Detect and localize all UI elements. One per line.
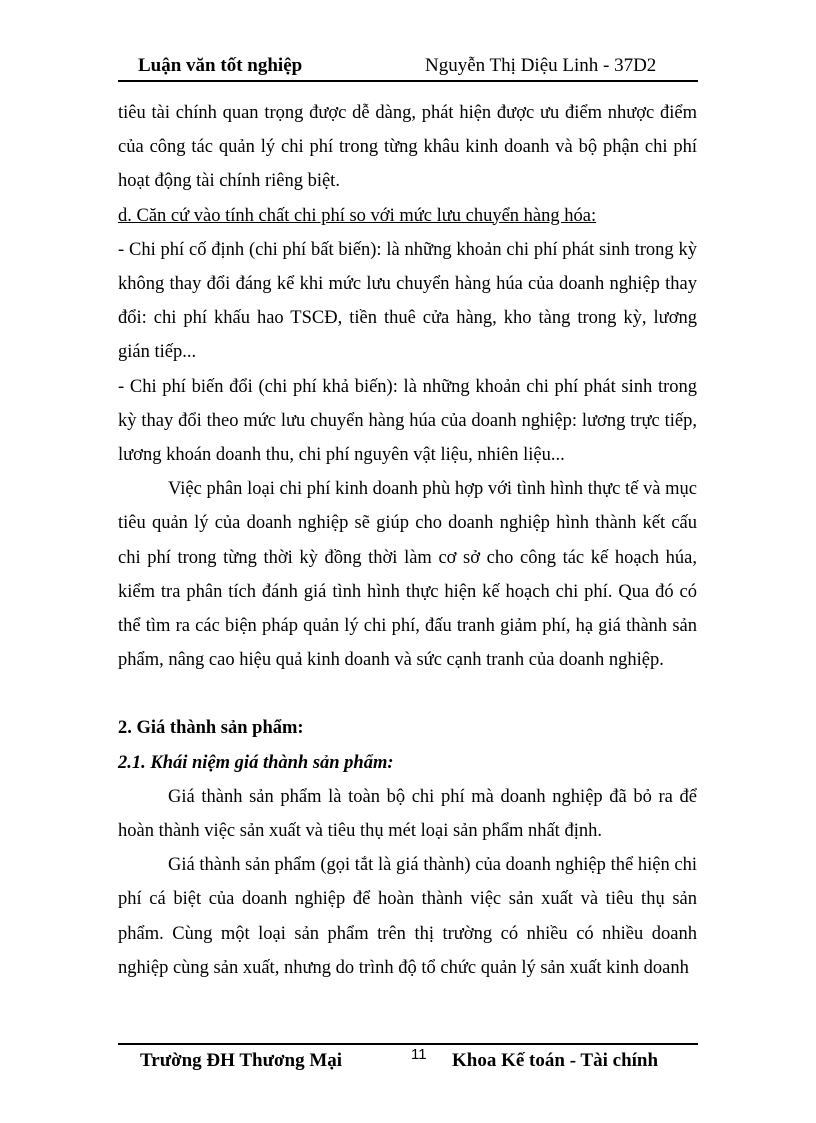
header-thesis-title: Luận văn tốt nghiệp [138, 55, 303, 76]
paragraph-classification: Việc phân loại chi phí kinh doanh phù hợp với tình hình thực tế và mục tiêu quản lý của doanh nghiệp sẽ giúp cho doanh nghiệp hình thành kết cấu chi phí trong từng thời kỳ đồng thời làm cơ sở cho công tác kế hoạch húa, kiểm tra phân tích đánh giá tình hình thực hiện kế hoạch chi phí. Qua đó có thể tìm ra các biện pháp quản lý chi phí, đấu tranh giảm phí, hạ giá thành sản phẩm, nâng cao hiệu quả kinh doanh và sức cạnh tranh của doanh nghiệp. [118, 479, 697, 671]
footer-divider [118, 1043, 698, 1045]
footer-faculty: Khoa Kế toán - Tài chính [452, 1050, 659, 1071]
spacer [118, 677, 697, 711]
section-2-1-heading: 2.1. Khái niệm giá thành sản phẩm: [118, 752, 394, 773]
subsection-d-heading: d. Căn cứ vào tính chất chi phí so với mức lưu chuyển hàng hóa: [118, 205, 597, 226]
page-number: 11 [411, 1046, 427, 1063]
section-2-heading: 2. Giá thành sản phẩm: [118, 718, 304, 739]
paragraph-definition-1: Giá thành sản phẩm là toàn bộ chi phí mà doanh nghiệp đã bỏ ra để hoàn thành việc sản xuất và tiêu thụ mét loại sản phẩm nhất định. [118, 786, 697, 842]
paragraph-definition-2: Giá thành sản phẩm (gọi tắt là giá thành) của doanh nghiệp thể hiện chi phí cá biệt của doanh nghiệp để hoàn thành việc sản xuất và tiêu thụ sản phẩm. Cùng một loại sản phẩm trên thị trường có nhiều có nhiều doanh nghiệp cùng sản xuất, nhưng do trình độ tổ chức quản lý sản xuất kinh doanh [118, 855, 697, 978]
page-footer [118, 1046, 698, 1076]
paragraph-continuation: tiêu tài chính quan trọng được dễ dàng, phát hiện được ưu điểm nhược điểm của công tác quản lý chi phí trong từng khâu kinh doanh và bộ phận chi phí hoạt động tài chính riêng biệt. [118, 103, 697, 192]
page-header [118, 52, 698, 80]
header-author: Nguyễn Thị Diệu Linh - 37D2 [425, 55, 657, 76]
footer-university: Trường ĐH Thương Mại [140, 1050, 343, 1071]
paragraph-fixed-cost: - Chi phí cố định (chi phí bất biến): là những khoản chi phí phát sinh trong kỳ không thay đổi đáng kể khi mức lưu chuyển hàng húa của doanh nghiệp thay đổi: chi phí khấu hao TSCĐ, tiền thuê cửa hàng, kho tàng trong kỳ, lương gián tiếp... [118, 239, 697, 363]
header-divider [118, 80, 698, 82]
paragraph-variable-cost: - Chi phí biến đổi (chi phí khả biến): là những khoản chi phí phát sinh trong kỳ thay đổi theo mức lưu chuyển hàng húa của doanh nghiệp: lương trực tiếp, lương khoán doanh thu, chi phí nguyên vật liệu, nhiên liệu... [118, 376, 697, 466]
page-body [118, 96, 697, 985]
